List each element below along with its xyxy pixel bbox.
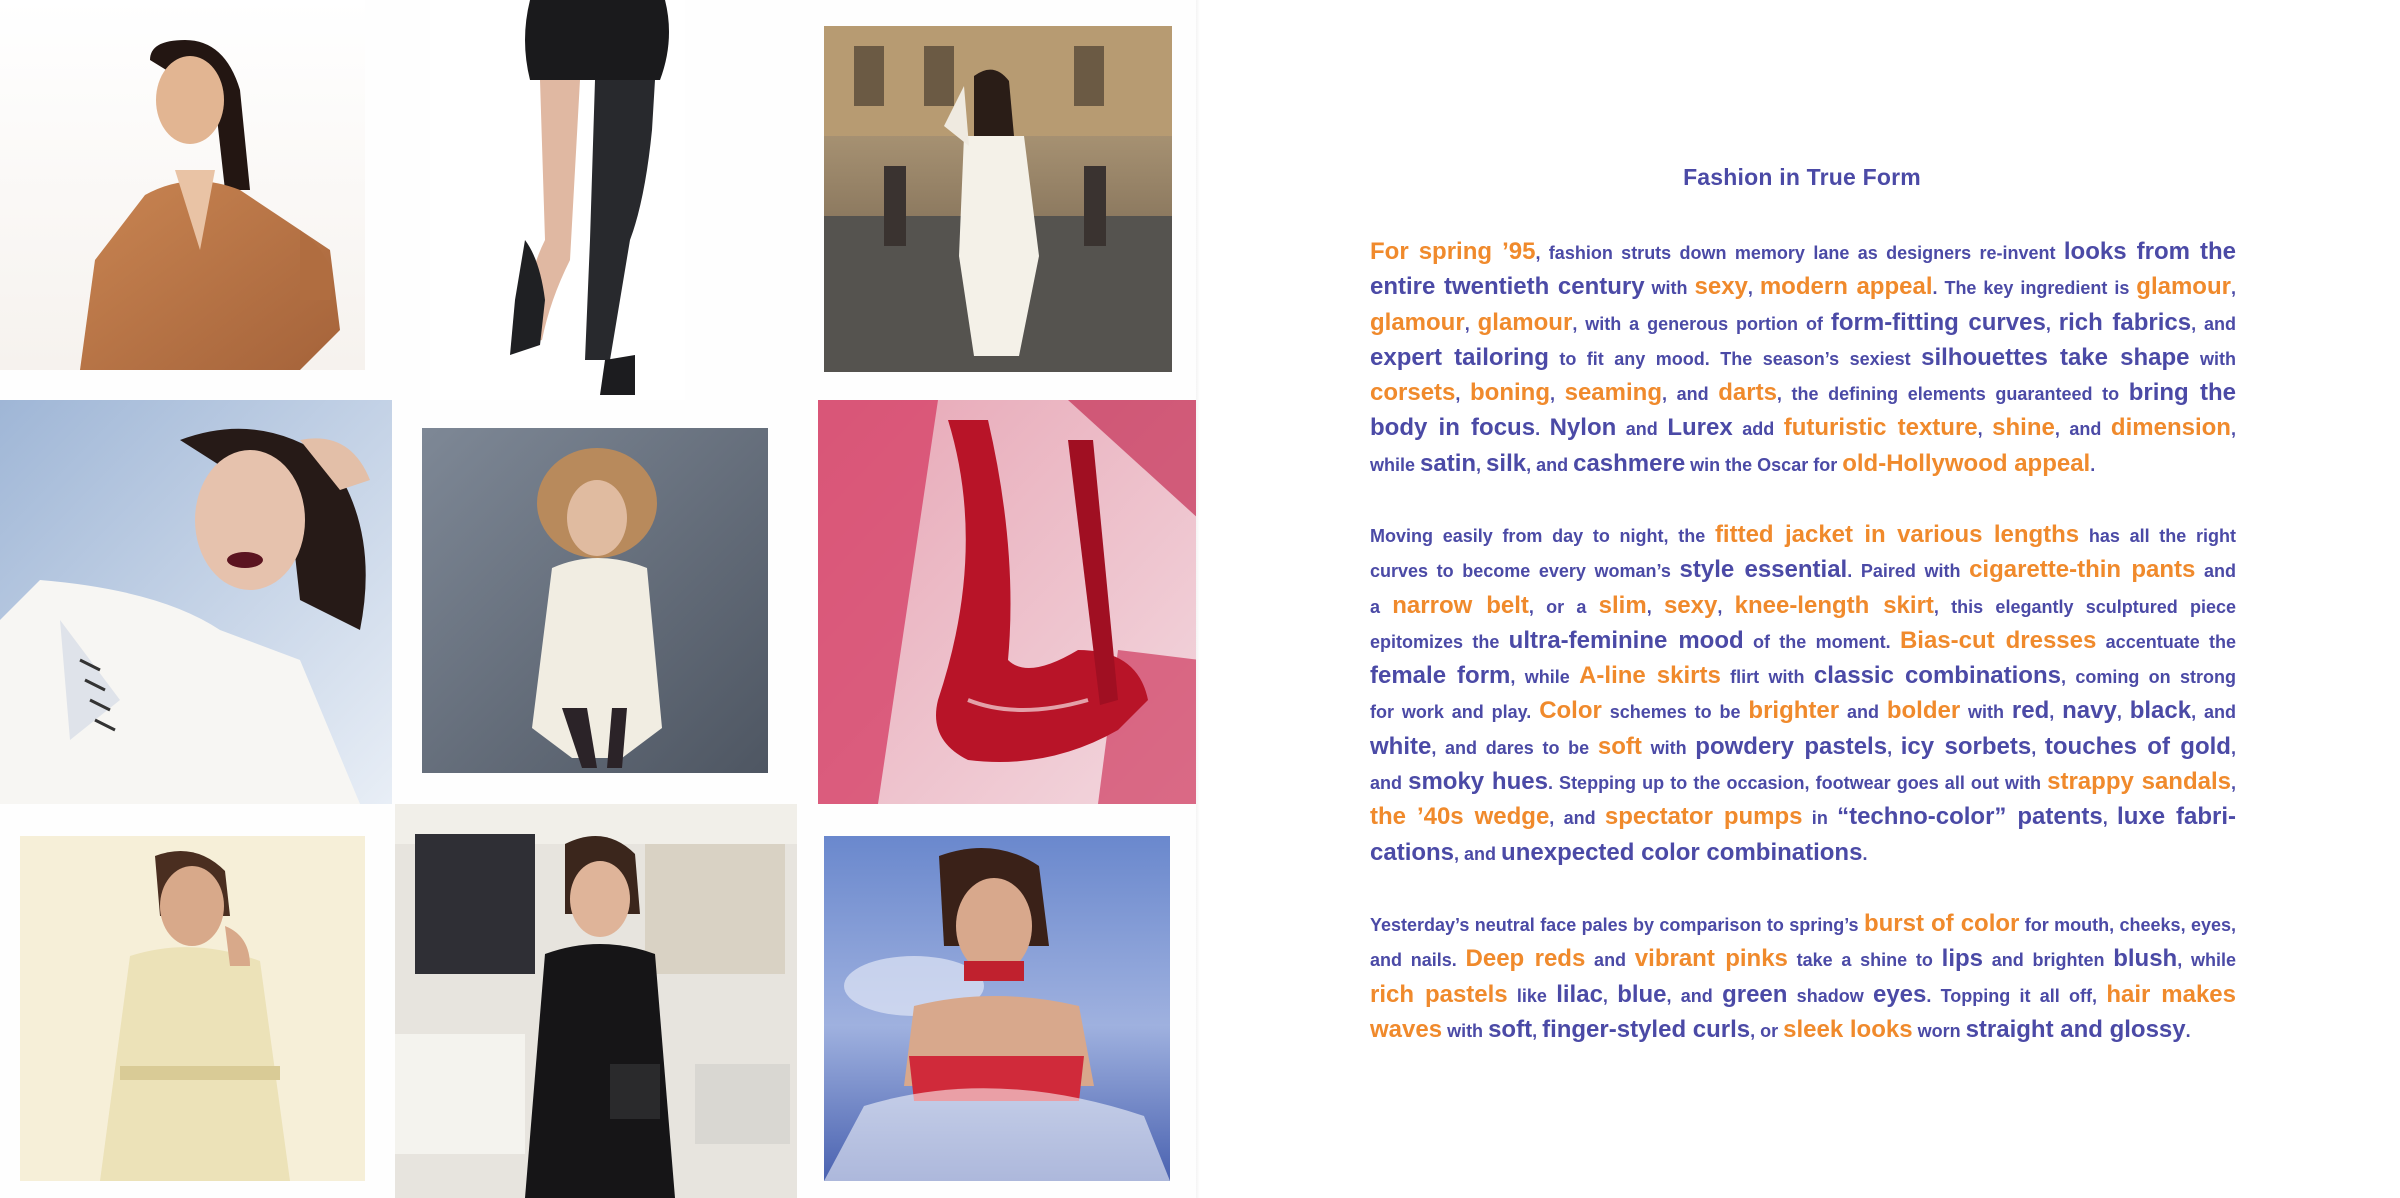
text-line: [1370, 552, 2236, 587]
body-text: worn: [1912, 1020, 1966, 1041]
highlight-phrase: cashmere: [1573, 449, 1686, 477]
article-paragraph-makeup-hair: [1370, 906, 2236, 1047]
body-text: ,: [1977, 419, 1993, 440]
text-line: [1370, 305, 2236, 340]
body-text: , and: [1661, 384, 1719, 405]
highlight-phrase: unexpected color combinations: [1501, 838, 1863, 866]
highlight-phrase: A-line skirts: [1579, 662, 1721, 690]
body-text: ,: [1549, 384, 1565, 405]
highlight-phrase: style essential: [1679, 556, 1848, 584]
body-text: . Paired with: [1847, 561, 1970, 582]
body-text: and nails.: [1370, 950, 1466, 971]
highlight-phrase: Lurex: [1667, 414, 1733, 442]
photo-legs-black-boots: [430, 0, 685, 400]
highlight-phrase: Color: [1539, 697, 1602, 725]
article-paragraph-spring-looks: [1370, 234, 2236, 481]
body-text: a: [1370, 596, 1393, 617]
body-text: ,: [2031, 737, 2045, 758]
text-line: [1370, 729, 2236, 764]
highlight-phrase: smoky hues: [1408, 768, 1548, 796]
highlight-phrase: rich pastels: [1370, 980, 1508, 1008]
highlight-phrase: narrow belt: [1392, 591, 1529, 619]
body-text: with: [1641, 737, 1696, 758]
highlight-phrase: futuristic texture: [1783, 414, 1978, 442]
body-text: ,: [1476, 454, 1487, 475]
highlight-phrase: finger-styled curls: [1542, 1015, 1751, 1043]
highlight-phrase: lips: [1941, 945, 1983, 973]
body-text: .: [1535, 419, 1550, 440]
highlight-phrase: luxe fabri-: [2117, 803, 2237, 831]
body-text: flirt with: [1720, 667, 1814, 688]
body-text: , and: [1454, 843, 1502, 864]
text-line: [1370, 588, 2236, 623]
highlight-phrase: cations: [1370, 838, 1455, 866]
highlight-phrase: old-Hollywood appeal: [1842, 449, 2091, 477]
highlight-phrase: slim: [1598, 591, 1647, 619]
body-text: , or a: [1528, 596, 1599, 617]
highlight-phrase: For spring ’95: [1370, 238, 1536, 265]
highlight-phrase: form-fitting curves: [1830, 308, 2046, 336]
text-line: [1370, 764, 2236, 799]
highlight-phrase: glamour: [2136, 273, 2231, 301]
highlight-phrase: cigarette-thin pants: [1969, 556, 2196, 584]
body-text: with: [1960, 702, 2012, 723]
text-line: [1370, 340, 2236, 375]
highlight-phrase: classic combinations: [1813, 662, 2061, 690]
body-text: , and: [2191, 313, 2236, 334]
highlight-phrase: spectator pumps: [1604, 803, 1803, 831]
body-text: ,: [1455, 384, 1471, 405]
body-text: epitomizes the: [1370, 631, 1509, 652]
text-line: [1370, 623, 2236, 658]
highlight-phrase: powdery pastels: [1695, 732, 1888, 760]
body-text: add: [1732, 419, 1784, 440]
body-text: and: [1370, 773, 1409, 794]
body-text: and: [2195, 561, 2236, 582]
photo-woman-cream-trench: [20, 836, 365, 1181]
body-text: , coming on strong: [2060, 667, 2236, 688]
highlight-phrase: modern appeal: [1759, 273, 1933, 301]
body-text: , and dares to be: [1431, 737, 1598, 758]
body-text: . Stepping up to the occasion, footwear goes all out with: [1547, 773, 2048, 794]
highlight-phrase: darts: [1718, 379, 1777, 407]
highlight-phrase: corsets: [1370, 379, 1456, 407]
highlight-phrase: icy sorbets: [1900, 732, 2032, 760]
highlight-phrase: brighter: [1748, 697, 1840, 725]
body-text: and: [1585, 950, 1635, 971]
body-text: for work and play.: [1370, 702, 1540, 723]
body-text: win the Oscar for: [1685, 454, 1843, 475]
body-text: has all the right: [2079, 526, 2236, 546]
text-line: [1370, 835, 2236, 870]
body-text: Moving easily from day to night, the: [1370, 526, 1715, 546]
highlight-phrase: soft: [1597, 732, 1642, 760]
body-text: Yesterday’s neutral face pales by comparison to spring’s: [1370, 915, 1864, 935]
body-text: like: [1507, 985, 1557, 1006]
body-text: ,: [1747, 278, 1760, 299]
body-text: , while: [1510, 667, 1580, 688]
highlight-phrase: green: [1722, 980, 1788, 1008]
highlight-phrase: boning: [1470, 379, 1550, 407]
highlight-phrase: soft: [1488, 1015, 1533, 1043]
highlight-phrase: straight and glossy: [1965, 1015, 2186, 1043]
photo-woman-red-top-splash: [824, 836, 1170, 1181]
highlight-phrase: touches of gold: [2044, 732, 2231, 760]
body-text: with: [1442, 1020, 1489, 1041]
body-text: with: [1644, 278, 1695, 299]
highlight-phrase: Bias-cut dresses: [1899, 626, 2097, 654]
highlight-phrase: black: [2129, 697, 2192, 725]
highlight-phrase: seaming: [1564, 379, 1662, 407]
body-text: ,: [1646, 596, 1664, 617]
highlight-phrase: hair makes: [2106, 980, 2236, 1008]
body-text: , and: [1526, 454, 1574, 475]
body-text: to fit any mood. The season’s sexiest: [1548, 348, 1922, 369]
body-text: , the defining elements guaranteed to: [1776, 384, 2129, 405]
body-text: ,: [2045, 313, 2059, 334]
highlight-phrase: strappy sandals: [2047, 768, 2231, 796]
body-text: . The key ingredient is: [1932, 278, 2137, 299]
text-line: [1370, 1012, 2236, 1047]
illustration-red-strappy-sandal: [818, 400, 1200, 804]
highlight-phrase: red: [2011, 697, 2050, 725]
text-line: [1370, 941, 2236, 976]
highlight-phrase: satin: [1420, 449, 1477, 477]
photo-woman-black-dress-headset: [395, 804, 797, 1198]
body-text: , with a generous portion of: [1572, 313, 1831, 334]
highlight-phrase: eyes: [1872, 980, 1927, 1008]
highlight-phrase: looks from the: [2063, 238, 2236, 265]
highlight-phrase: silhouettes take shape: [1921, 343, 2190, 371]
text-line: [1370, 693, 2236, 728]
highlight-phrase: sexy: [1663, 591, 1718, 619]
body-text: for mouth, cheeks, eyes,: [2019, 915, 2236, 935]
body-text: ,: [1464, 313, 1478, 334]
body-text: shadow: [1787, 985, 1873, 1006]
highlight-phrase: expert tailoring: [1370, 343, 1549, 371]
highlight-phrase: glamour: [1477, 308, 1573, 336]
body-text: ,: [2230, 773, 2236, 794]
highlight-phrase: Deep reds: [1465, 945, 1586, 973]
highlight-phrase: silk: [1486, 449, 1527, 477]
body-text: , and: [2191, 702, 2236, 723]
body-text: , fashion struts down memory lane as designers re-invent: [1535, 243, 2064, 263]
body-text: and brighten: [1983, 950, 2114, 971]
body-text: , and: [1666, 985, 1723, 1006]
body-text: ,: [1717, 596, 1735, 617]
photo-curly-hair-cream-coat: [422, 428, 768, 773]
article-title: Fashion in True Form: [1683, 164, 1921, 190]
body-text: ,: [2102, 808, 2118, 829]
highlight-phrase: blue: [1617, 980, 1667, 1008]
highlight-phrase: bring the: [2128, 379, 2236, 407]
body-text: , and: [2054, 419, 2111, 440]
body-text: of the moment.: [1743, 631, 1900, 652]
highlight-phrase: dimension: [2110, 414, 2231, 442]
highlight-phrase: glamour: [1370, 308, 1465, 336]
text-line: [1370, 234, 2236, 269]
body-text: curves to become every woman’s: [1370, 561, 1680, 582]
photo-street-white-suit: [824, 26, 1172, 372]
body-text: ,: [1887, 737, 1901, 758]
text-line: [1370, 410, 2236, 445]
body-text: schemes to be: [1601, 702, 1749, 723]
text-line: [1370, 375, 2236, 410]
highlight-phrase: bolder: [1886, 697, 1961, 725]
highlight-phrase: “techno-color” patents: [1837, 803, 2103, 831]
body-text: with: [2189, 348, 2236, 369]
highlight-phrase: body in focus: [1370, 414, 1536, 442]
highlight-phrase: white: [1370, 732, 1432, 760]
body-text: , or: [1750, 1020, 1784, 1041]
photo-woman-tan-cardigan: [0, 0, 365, 370]
highlight-phrase: shine: [1992, 414, 2055, 442]
photo-woman-white-coat-hand-in-hair: [0, 400, 392, 804]
highlight-phrase: rich fabrics: [2058, 308, 2192, 336]
highlight-phrase: navy: [2062, 697, 2117, 725]
highlight-phrase: entire twentieth century: [1370, 273, 1645, 301]
highlight-phrase: Nylon: [1549, 414, 1617, 442]
body-text: , and: [1549, 808, 1605, 829]
body-text: and: [1839, 702, 1887, 723]
text-line: [1370, 977, 2236, 1012]
body-text: in: [1802, 808, 1838, 829]
highlight-phrase: fitted jacket in various lengths: [1714, 521, 2080, 548]
text-line: [1370, 446, 2236, 481]
highlight-phrase: burst of color: [1863, 910, 2020, 937]
body-text: ,: [2230, 737, 2236, 758]
highlight-phrase: ultra-feminine mood: [1508, 626, 1744, 654]
body-text: , while: [2177, 950, 2236, 971]
highlight-phrase: the ’40s wedge: [1370, 803, 1550, 831]
highlight-phrase: sexy: [1694, 273, 1748, 301]
text-line: [1370, 658, 2236, 693]
highlight-phrase: female form: [1370, 662, 1511, 690]
text-line: [1370, 517, 2236, 552]
highlight-phrase: knee-length skirt: [1734, 591, 1934, 619]
body-text: .: [2185, 1020, 2191, 1041]
body-text: . Topping it all off,: [1926, 985, 2107, 1006]
body-text: while: [1370, 454, 1421, 475]
body-text: and: [1616, 419, 1668, 440]
text-line: [1370, 799, 2236, 834]
body-text: ,: [2049, 702, 2063, 723]
highlight-phrase: vibrant pinks: [1634, 945, 1788, 973]
highlight-phrase: waves: [1370, 1015, 1443, 1043]
body-text: , this elegantly sculptured piece: [1933, 596, 2237, 617]
body-text: ,: [2116, 702, 2130, 723]
article-paragraph-day-to-night: [1370, 517, 2236, 870]
body-text: .: [2090, 454, 2096, 475]
body-text: ,: [1532, 1020, 1543, 1041]
highlight-phrase: lilac: [1556, 980, 1603, 1008]
text-line: [1370, 906, 2236, 941]
highlight-phrase: blush: [2113, 945, 2178, 973]
text-line: [1370, 269, 2236, 304]
body-text: .: [1862, 843, 1868, 864]
highlight-phrase: sleek looks: [1783, 1015, 1913, 1043]
body-text: ,: [2230, 278, 2236, 299]
body-text: ,: [1602, 985, 1618, 1006]
body-text: take a shine to: [1787, 950, 1942, 971]
body-text: ,: [2230, 419, 2236, 440]
body-text: accentuate the: [2096, 631, 2237, 652]
